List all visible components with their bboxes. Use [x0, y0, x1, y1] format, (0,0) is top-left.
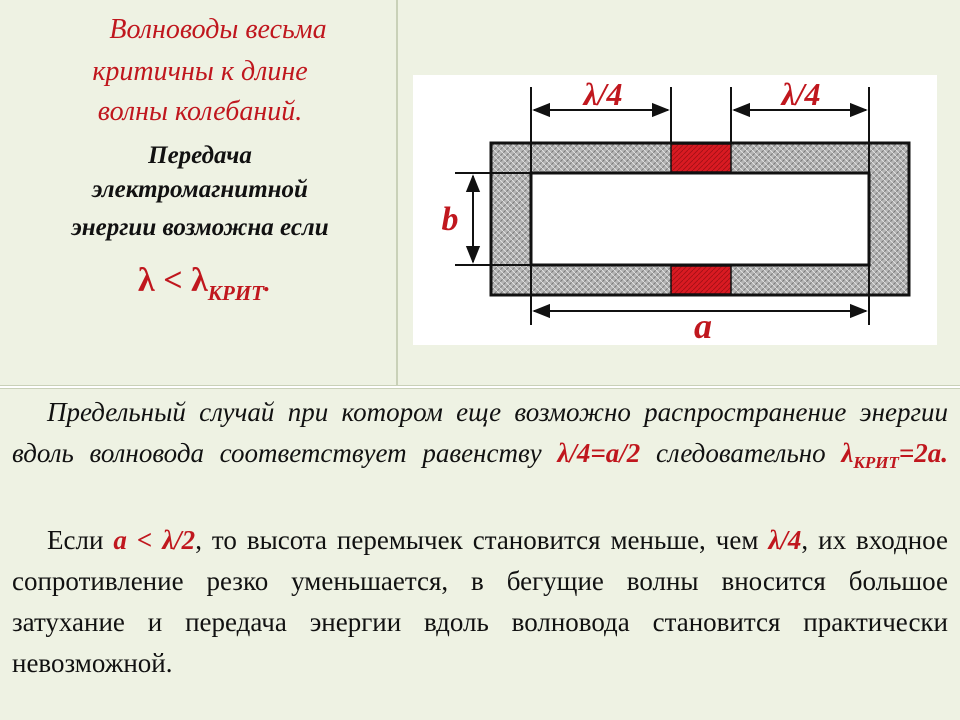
label-b: b	[441, 201, 459, 238]
label-lambda-quarter-left: λ/4	[583, 76, 623, 112]
formula-end: .	[264, 268, 271, 297]
para1-eq2-sub: КРИТ	[853, 453, 899, 472]
intro-line-1: Волноводы весьма	[109, 14, 327, 45]
condition-line-1: Передача	[148, 142, 252, 169]
para2-condition: a < λ/2	[113, 525, 196, 555]
condition-line-3: энергии возможна если	[71, 214, 329, 241]
para1-text-a: Предельный случай при котором еще возможно распространение энергии вдоль волновода соответствует равенству	[12, 397, 948, 468]
para1-text-b: следовательно	[640, 438, 842, 468]
waveguide-diagram-svg	[413, 75, 937, 345]
label-a: a	[694, 306, 712, 345]
para1-equation-1: λ/4=a/2	[557, 438, 641, 468]
top-stub	[671, 144, 731, 172]
para2-text-a: Если	[47, 525, 114, 555]
para2-text-b: , то высота перемычек становится меньше, чем	[195, 525, 769, 555]
intro-line-3: волны колебаний.	[97, 96, 303, 127]
para1-eq2-end: =2a.	[898, 438, 948, 468]
limit-case-paragraph	[12, 392, 948, 483]
attenuation-paragraph	[12, 520, 948, 684]
waveguide-diagram	[413, 75, 937, 345]
critical-wavelength-formula	[138, 262, 271, 306]
para2-lambda: λ/4	[768, 525, 802, 555]
label-lambda-quarter-right: λ/4	[781, 76, 821, 112]
formula-subscript: КРИТ	[207, 281, 265, 305]
condition-line-2: электромагнитной	[92, 176, 308, 203]
formula-main: λ < λ	[138, 262, 208, 299]
bottom-stub	[671, 266, 731, 294]
intro-line-2: критичны к длине	[92, 56, 308, 87]
waveguide-channel	[531, 173, 869, 265]
para2-text-c: , их входное сопротивление резко уменьшается, в бегущие волны вносится большое затухание и передача энергии вдоль волновода становится практически невозможной.	[12, 525, 948, 678]
para1-eq2-main: λ	[841, 438, 854, 468]
